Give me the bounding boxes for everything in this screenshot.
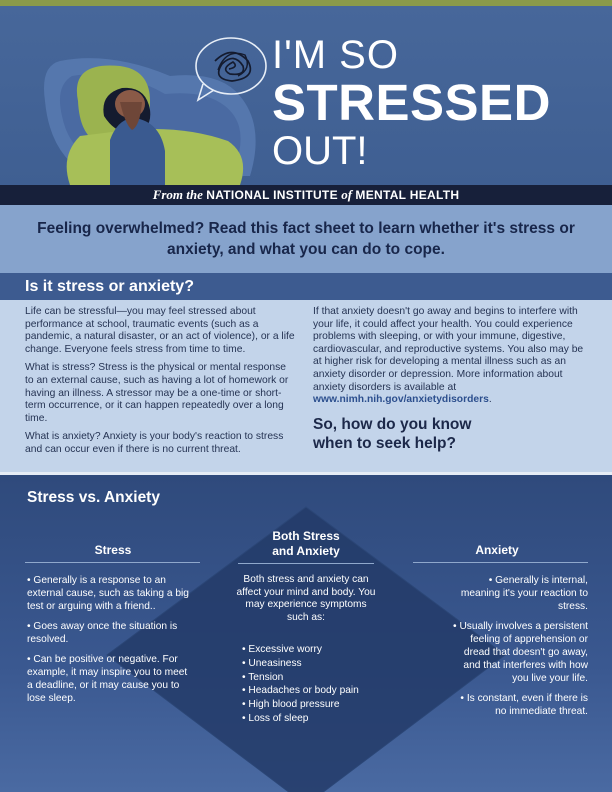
stressed-person-illustration <box>0 6 270 185</box>
list-item: • Can be positive or negative. For example, it may inspire you to meet a deadline, or it may cause you to lose sleep. <box>27 653 195 705</box>
section-heading: Is it stress or anxiety? <box>25 278 194 295</box>
paragraph <box>313 306 593 407</box>
stress-bullet-list <box>27 574 195 712</box>
both-title-line-1: Both Stress <box>272 529 340 543</box>
body-right-column <box>313 306 593 453</box>
poster-title <box>272 33 551 173</box>
intro-band <box>0 205 612 273</box>
paragraph-text: If that anxiety doesn't go away and begins to interfere with your life, it could affect your health. You could experience problems with sleeping, or with your immune, digestive, cardiovascular, and reproductive systems. You also may be at higher risk for developing a mental illness such as an anxiety disorder or depression. More information about anxiety disorders is available at <box>313 306 584 393</box>
list-item: • Is constant, even if there is no immediate threat. <box>450 692 588 718</box>
anxiety-rule <box>413 562 588 563</box>
list-item: • Generally is a response to an external cause, such as taking a big test or arguing with a friend.. <box>27 574 195 613</box>
anxiety-column-title: Anxiety <box>475 543 519 557</box>
list-item: • Usually involves a persistent feeling of apprehension or dread that doesn't go away, and that interferes with how you live your life. <box>450 620 588 685</box>
paragraph: Life can be stressful—you may feel stressed about performance at school, traumatic events (such as a pandemic, a natural disaster, or an act of violence), or a life change. Everyone feels stress from time to time. <box>25 306 295 355</box>
source-national-institute: NATIONAL INSTITUTE <box>206 188 338 202</box>
seek-help-line-2: when to seek help? <box>313 434 456 452</box>
source-of: of <box>341 187 353 202</box>
comparison-heading: Stress vs. Anxiety <box>27 489 160 506</box>
paragraph: What is anxiety? Anxiety is your body's reaction to stress and can occur even if there is no current threat. <box>25 431 284 455</box>
seek-help-line-1: So, how do you know <box>313 415 472 433</box>
anxiety-bullet-list <box>450 574 588 725</box>
title-line-2: STRESSED <box>272 74 551 131</box>
both-intro-text: Both stress and anxiety can affect your mind and body. You may experience symptoms such as: <box>236 574 376 623</box>
both-rule <box>238 563 374 564</box>
hero-banner <box>0 6 612 185</box>
list-item: • Uneasiness <box>242 657 359 671</box>
source-from-the: From the <box>152 187 203 202</box>
list-item: • Goes away once the situation is resolved. <box>27 620 195 646</box>
list-item: • High blood pressure <box>242 698 359 712</box>
symptoms-list <box>242 643 359 726</box>
title-line-1: I'M SO <box>272 33 399 77</box>
seek-help-heading <box>313 415 593 453</box>
paragraph-end: . <box>488 394 492 406</box>
intro-text: Feeling overwhelmed? Read this fact sheet to learn whether it's stress or anxiety, and what you can do to cope. <box>37 220 575 258</box>
both-title-line-2: and Anxiety <box>272 544 340 558</box>
body-copy-section <box>0 300 612 472</box>
list-item: • Excessive worry <box>242 643 359 657</box>
stress-column-title: Stress <box>94 543 132 557</box>
both-column-title <box>236 529 376 559</box>
list-item: • Headaches or body pain <box>242 684 359 698</box>
stress-vs-anxiety-section <box>0 475 612 792</box>
source-mental-health: MENTAL HEALTH <box>355 188 460 202</box>
paragraph: What is stress? Stress is the physical or mental response to an external cause, such as having a lot of homework or having an illness. A stressor may be a one-time or short-term occurrence, or it can happen repeatedly over a long time. <box>25 362 289 424</box>
anxiety-disorders-link[interactable]: www.nimh.nih.gov/anxietydisorders <box>313 394 489 406</box>
section-header-stress-or-anxiety <box>0 273 612 300</box>
list-item: • Tension <box>242 671 359 685</box>
source-bar <box>0 185 612 205</box>
stress-rule <box>25 562 200 563</box>
body-left-column <box>25 306 297 463</box>
list-item: • Loss of sleep <box>242 712 359 726</box>
list-item: • Generally is internal, meaning it's your reaction to stress. <box>450 574 588 613</box>
title-line-3: OUT! <box>272 129 368 173</box>
